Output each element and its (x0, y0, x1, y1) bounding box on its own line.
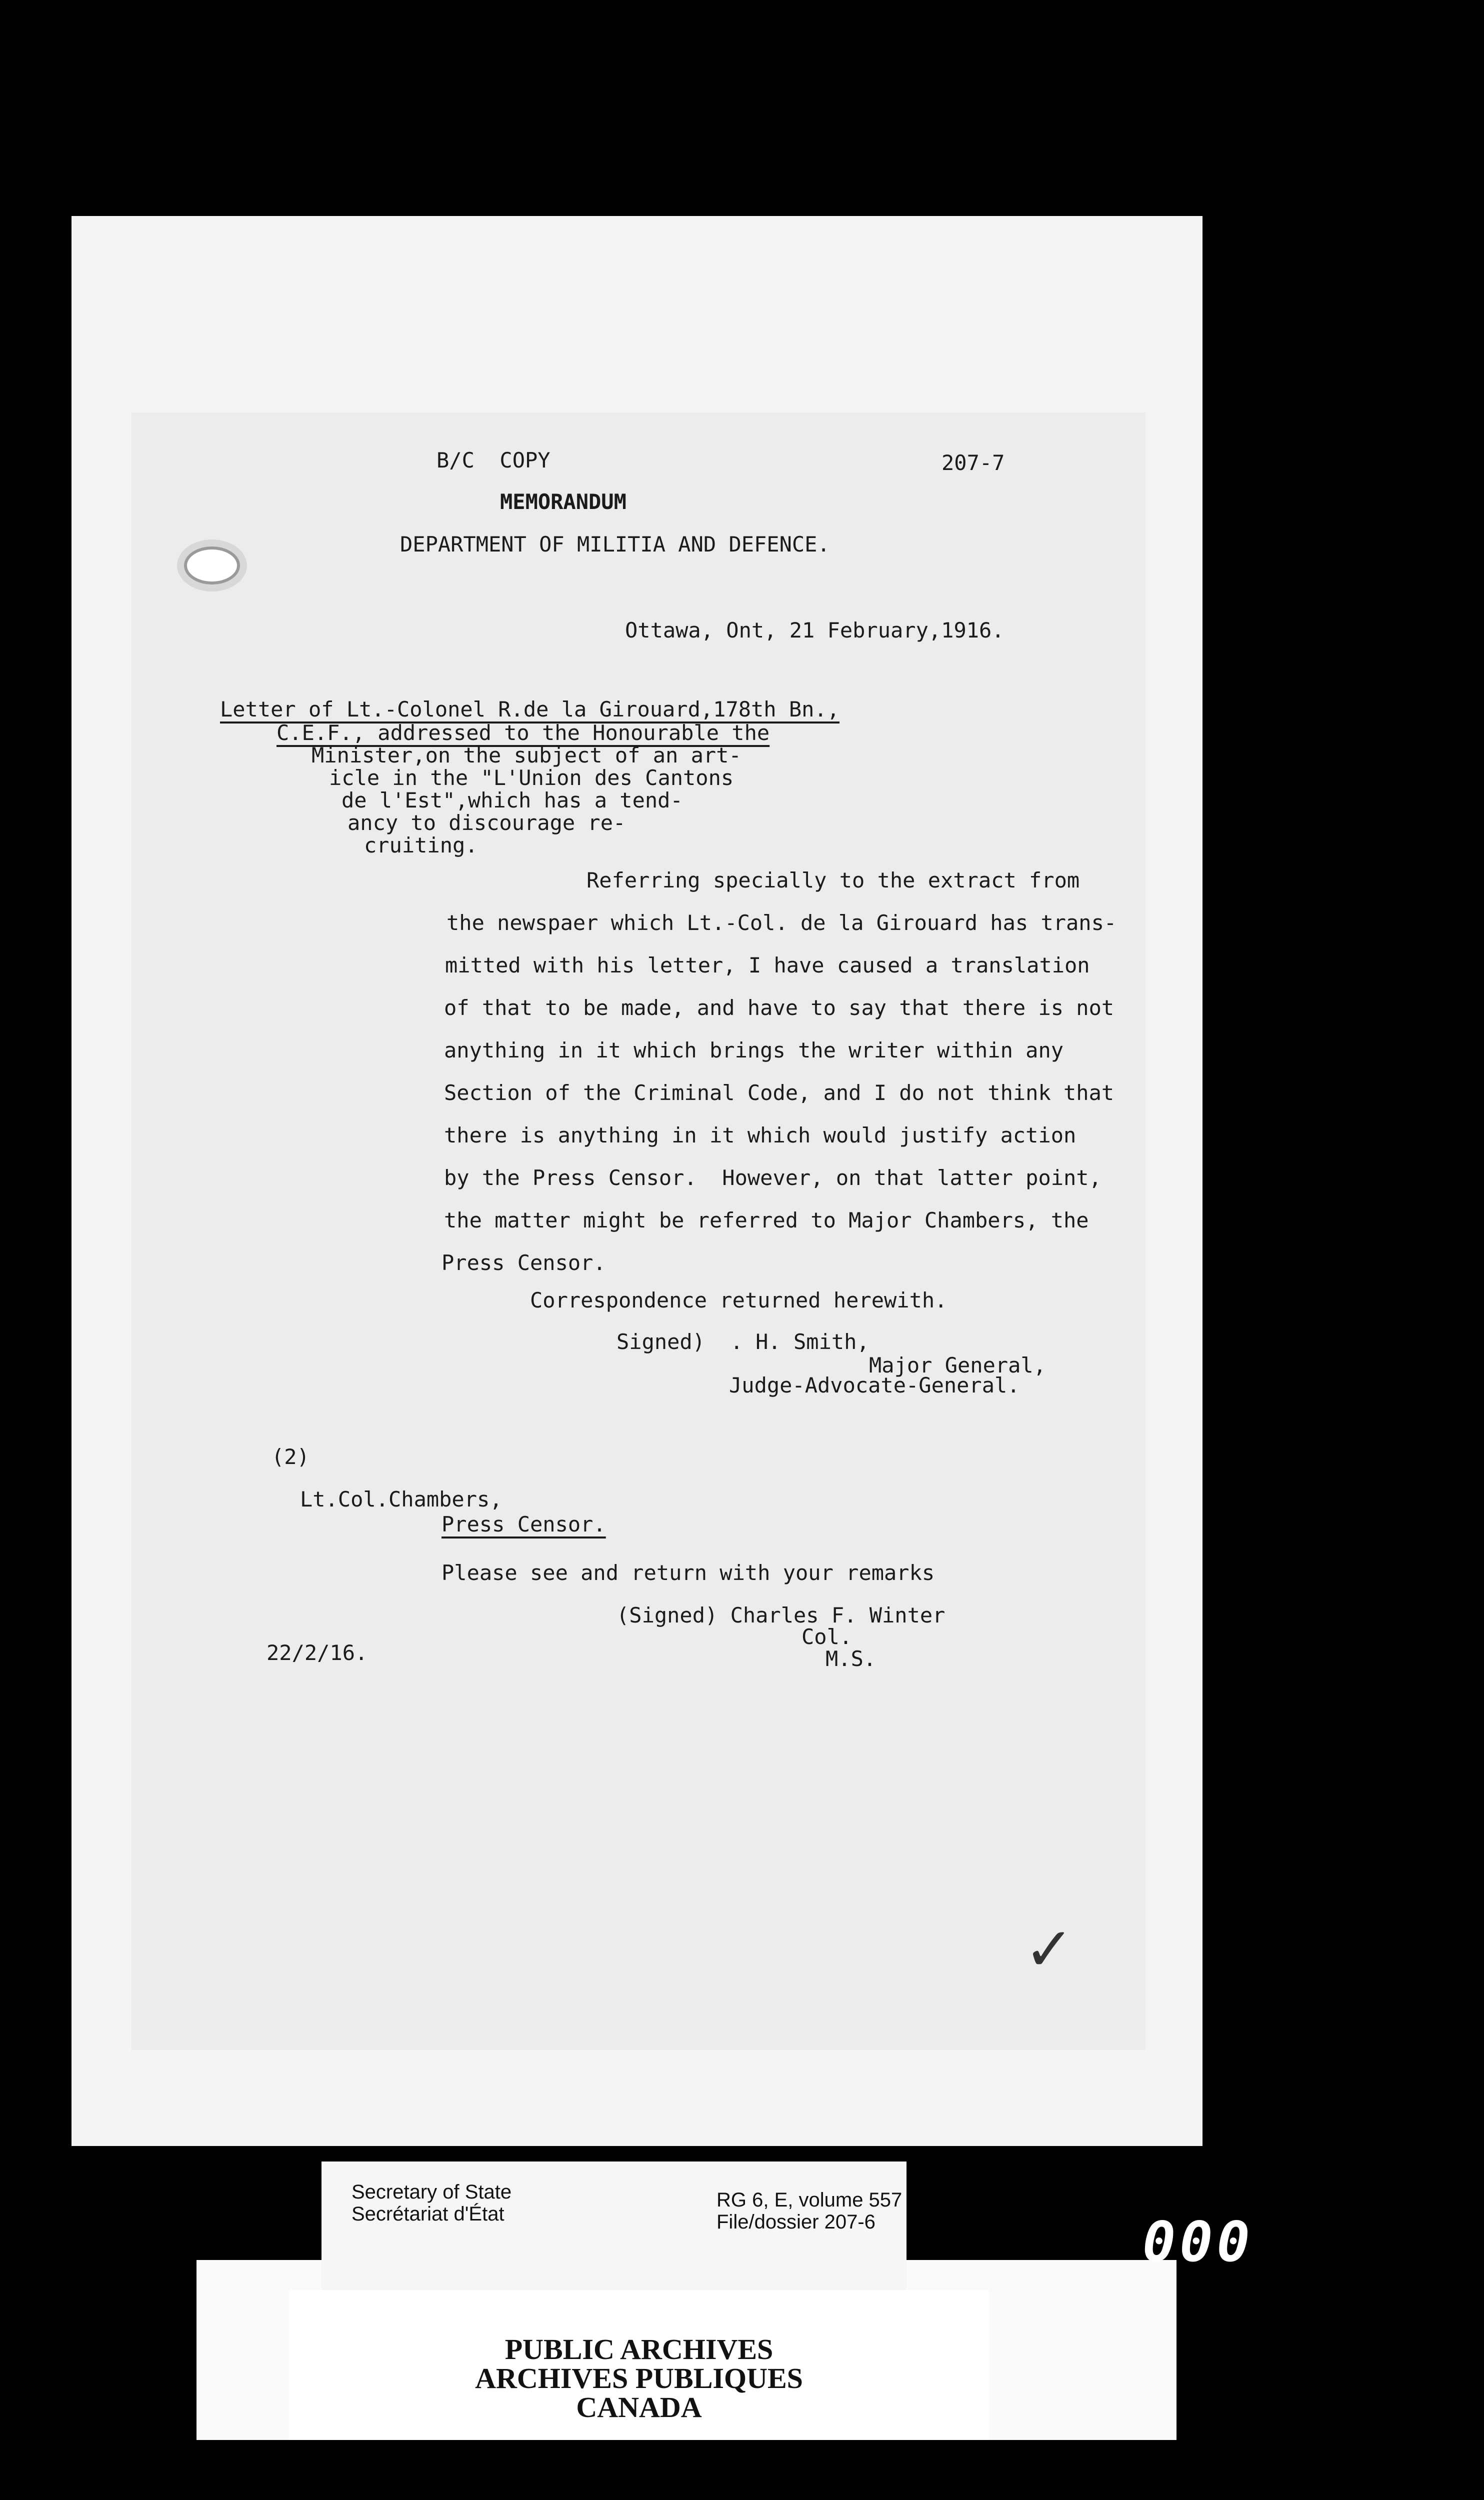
archive-banner-line: ARCHIVES PUBLIQUES (475, 2362, 803, 2394)
returned-line: Correspondence returned herewith. (530, 1288, 948, 1312)
second-rank: Col. (802, 1624, 852, 1649)
minute-date: 22/2/16. (266, 1640, 368, 1665)
request-line: Please see and return with your remarks (442, 1560, 935, 1585)
record-group-reference: RG 6, E, volume 557 (716, 2189, 902, 2211)
archive-banner-line: CANADA (576, 2391, 702, 2424)
subject-line: C.E.F., addressed to the Honourable the (276, 720, 770, 745)
signer-title: Judge-Advocate-General. (729, 1373, 1020, 1398)
body-line: Press Censor. (442, 1250, 606, 1275)
file-reference: File/dossier 207-6 (716, 2211, 876, 2233)
body-line: Referring specially to the extract from (586, 868, 1080, 892)
subject-line: Minister,on the subject of an art- (312, 743, 742, 768)
archive-banner-line: PUBLIC ARCHIVES (504, 2333, 774, 2366)
place-date: Ottawa, Ont, 21 February,1916. (625, 618, 1004, 642)
body-line: anything in it which brings the writer within any (444, 1038, 1064, 1062)
second-title: M.S. (826, 1646, 876, 1671)
body-line: by the Press Censor. However, on that latter point, (444, 1166, 1102, 1190)
addressee-title: Press Censor. (442, 1512, 606, 1536)
department-fr: Secrétariat d'État (352, 2203, 504, 2225)
subject-line: icle in the "L'Union des Cantons (329, 766, 734, 790)
addressee-name: Lt.Col.Chambers, (300, 1487, 502, 1512)
body-line: there is anything in it which would justify action (444, 1123, 1076, 1148)
signed-line: Signed) . H. Smith, (616, 1330, 870, 1354)
signer-rank: Major General, (869, 1353, 1046, 1378)
subject-line: ancy to discourage re- (348, 810, 626, 835)
body-line: mitted with his letter, I have caused a translation (445, 953, 1090, 978)
file-number: 207-7 (942, 450, 1005, 475)
memo-heading: MEMORANDUM (500, 490, 626, 514)
copy-mark: B/C COPY (436, 448, 550, 472)
body-line: of that to be made, and have to say that there is not (444, 996, 1114, 1020)
subject-line: cruiting. (364, 833, 478, 858)
archive-banner (289, 2290, 989, 2440)
department-line: DEPARTMENT OF MILITIA AND DEFENCE. (400, 532, 830, 556)
punch-hole (184, 546, 240, 584)
department-en: Secretary of State (352, 2181, 512, 2203)
frame-counter: 000 (1142, 2210, 1254, 2274)
subject-line: de l'Est",which has a tend- (342, 788, 683, 812)
subject-line: Letter of Lt.-Colonel R.de la Girouard,178th Bn., (220, 697, 840, 722)
body-line: the matter might be referred to Major Chambers, the (444, 1208, 1089, 1232)
second-signed-line: (Signed) Charles F. Winter (616, 1603, 946, 1628)
check-mark-icon: ✓ (1024, 1915, 1074, 1984)
body-line: Section of the Criminal Code, and I do not think that (444, 1080, 1114, 1105)
body-line: the newspaer which Lt.-Col. de la Girouard has trans- (446, 910, 1117, 935)
minute-number: (2) (272, 1444, 310, 1469)
memo-sheet (132, 412, 1146, 2050)
